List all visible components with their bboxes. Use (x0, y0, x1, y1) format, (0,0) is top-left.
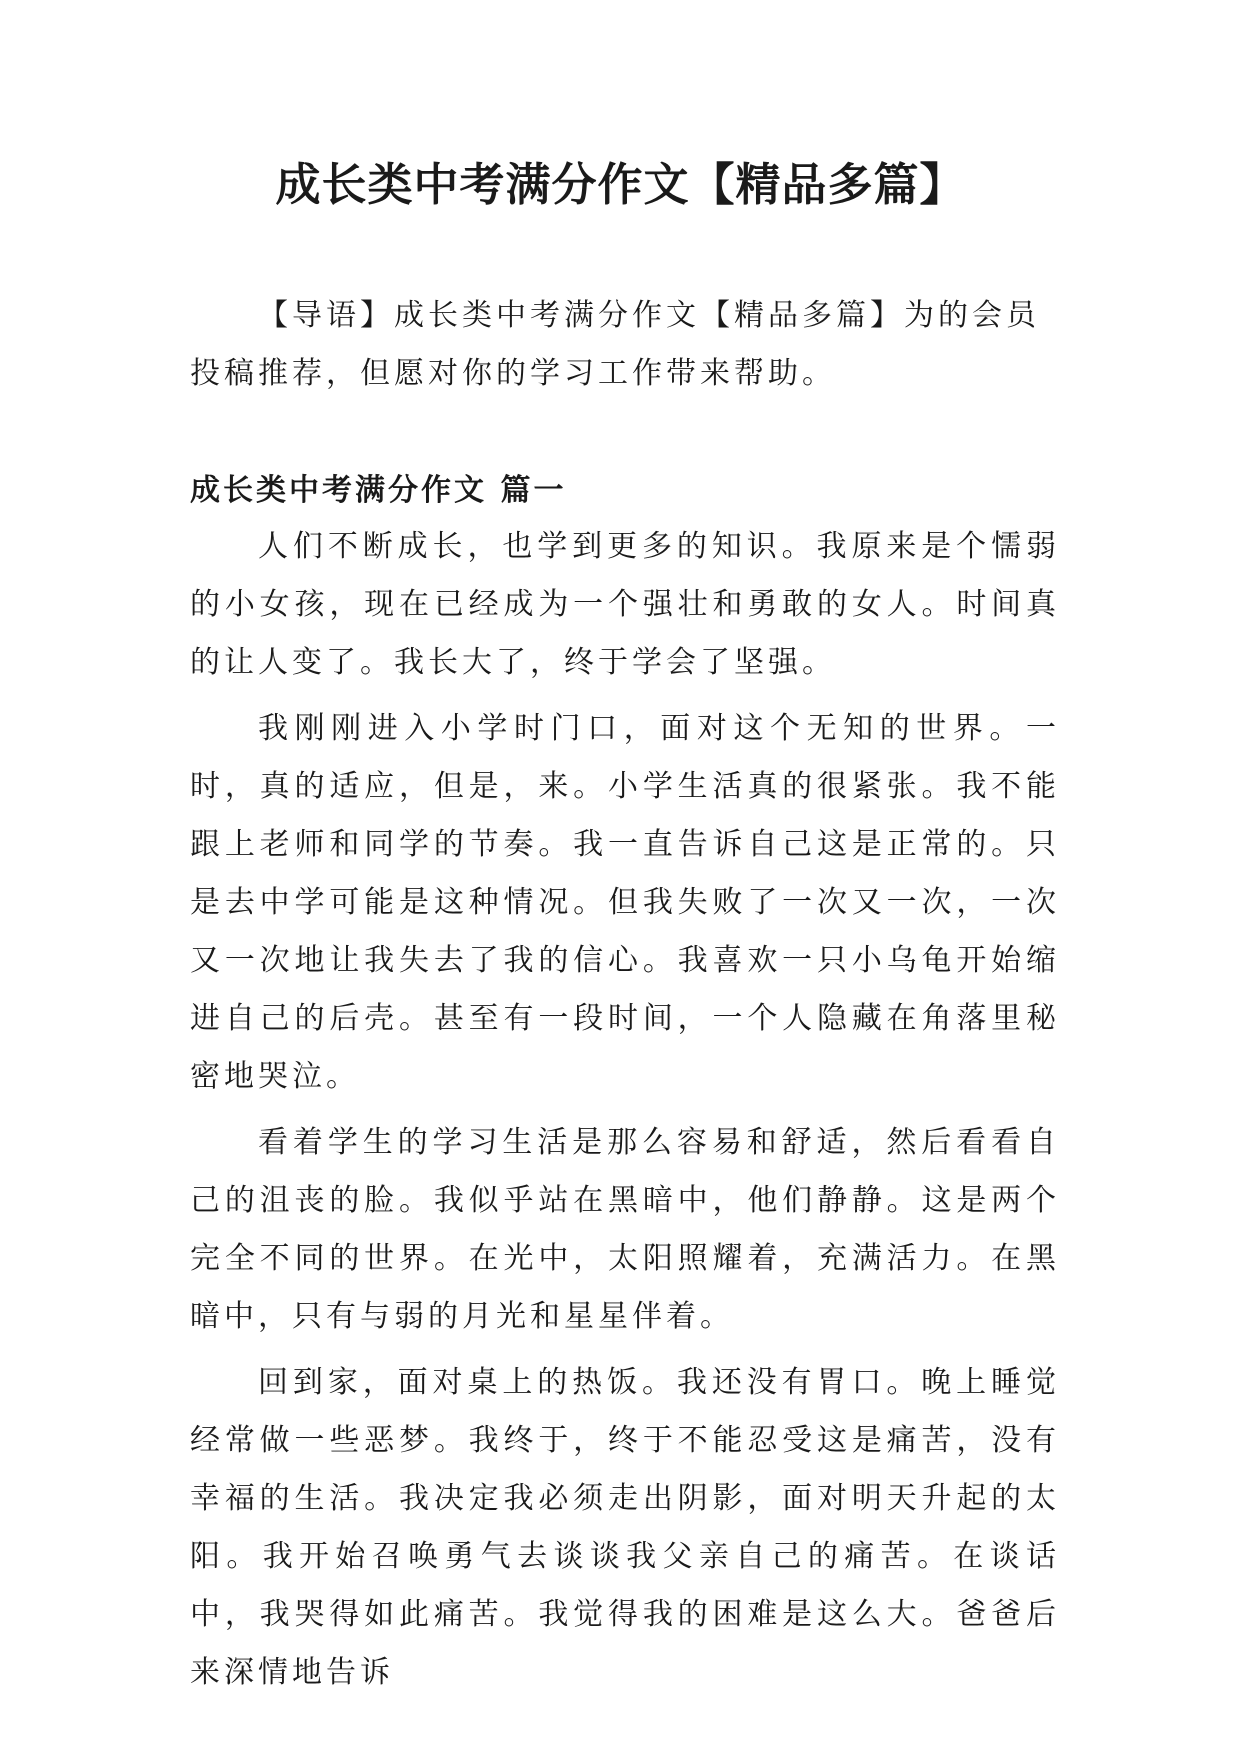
body-paragraph: 人们不断成长，也学到更多的知识。我原来是个懦弱的小女孩，现在已经成为一个强壮和勇敢的女人。时间真的让人变了。我长大了，终于学会了坚强。 (190, 529, 1060, 680)
section-body (190, 518, 1060, 1710)
intro-paragraph: 【导语】成长类中考满分作文【精品多篇】为的会员投稿推荐，但愿对你的学习工作带来帮助。 (190, 298, 1040, 391)
section-heading: 成长类中考满分作文 篇一 (190, 473, 567, 508)
document-title: 成长类中考满分作文【精品多篇】 (275, 158, 966, 211)
body-paragraph: 回到家，面对桌上的热饭。我还没有胃口。晚上睡觉经常做一些恶梦。我终于，终于不能忍受这是痛苦，没有幸福的生活。我决定我必须走出阴影，面对明天升起的太阳。我开始召唤勇气去谈谈我父亲自己的痛苦。在谈话中，我哭得如此痛苦。我觉得我的困难是这么大。爸爸后来深情地告诉 (190, 1365, 1060, 1690)
body-paragraph: 看着学生的学习生活是那么容易和舒适，然后看看自己的沮丧的脸。我似乎站在黑暗中，他们静静。这是两个完全不同的世界。在光中，太阳照耀着，充满活力。在黑暗中，只有与弱的月光和星星伴着。 (190, 1125, 1060, 1334)
body-paragraph: 我刚刚进入小学时门口，面对这个无知的世界。一时，真的适应，但是，来。小学生活真的很紧张。我不能跟上老师和同学的节奏。我一直告诉自己这是正常的。只是去中学可能是这种情况。但我失败了一次又一次，一次又一次地让我失去了我的信心。我喜欢一只小乌龟开始缩进自己的后壳。甚至有一段时间，一个人隐藏在角落里秘密地哭泣。 (190, 711, 1060, 1094)
